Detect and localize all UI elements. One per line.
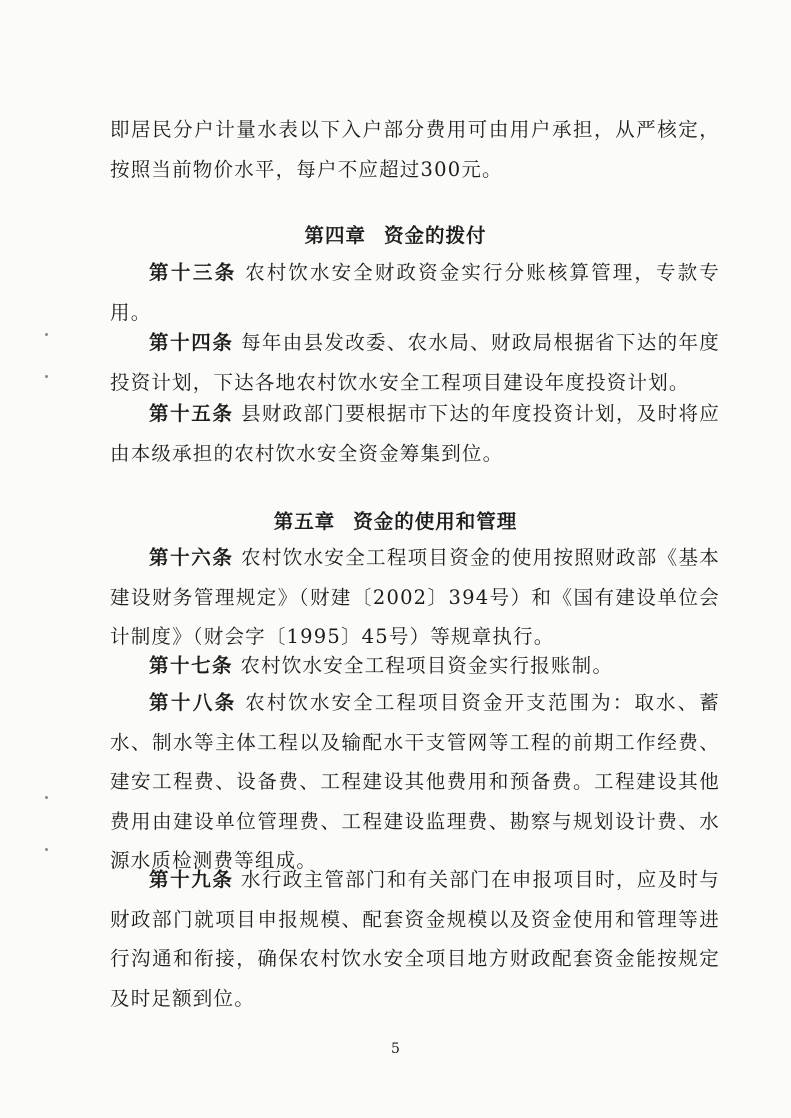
- article-13-label: 第十三条: [149, 261, 237, 284]
- intro-text: 即居民分户计量水表以下入户部分费用可由用户承担，从严核定，按照当前物价水平，每户不应超过300元。: [110, 118, 720, 181]
- article-16-label: 第十六条: [149, 546, 234, 569]
- chapter-5-title: 资金的使用和管理: [353, 510, 518, 533]
- article-19-label: 第十九条: [149, 868, 234, 891]
- article-14: [110, 323, 720, 402]
- article-17: [110, 646, 720, 686]
- chapter-4-heading: [0, 222, 791, 250]
- article-19-text: 水行政主管部门和有关部门在申报项目时，应及时与财政部门就项目申报规模、配套资金规模以及资金使用和管理等进行沟通和衔接，确保农村饮水安全项目地方财政配套资金能按规定及时足额到位。: [110, 868, 720, 1010]
- scan-speck: [45, 848, 48, 851]
- chapter-4-number: 第四章: [304, 224, 366, 247]
- article-19: [110, 860, 720, 1018]
- article-18-text: 农村饮水安全工程项目资金开支范围为：取水、蓄水、制水等主体工程以及输配水干支管网等工程的前期工作经费、建安工程费、设备费、工程建设其他费用和预备费。工程建设其他费用由建设单位管理费、工程建设监理费、勘察与规划设计费、水源水质检测费等组成。: [110, 691, 721, 872]
- article-15-text: 县财政部门要根据市下达的年度投资计划，及时将应由本级承担的农村饮水安全资金筹集到位。: [110, 402, 720, 465]
- article-13: [110, 253, 720, 332]
- article-14-label: 第十四条: [149, 331, 234, 354]
- article-17-text: 农村饮水安全工程项目资金实行报账制。: [240, 654, 614, 677]
- scan-speck: [45, 796, 48, 799]
- scan-speck: [45, 333, 48, 336]
- scan-speck: [45, 375, 48, 378]
- article-15: [110, 394, 720, 473]
- article-16: [110, 538, 720, 657]
- chapter-5-number: 第五章: [273, 510, 336, 533]
- page-number: 5: [391, 1041, 400, 1057]
- article-18-label: 第十八条: [149, 691, 237, 714]
- article-17-label: 第十七条: [149, 654, 234, 677]
- article-14-text: 每年由县发改委、农水局、财政局根据省下达的年度投资计划，下达各地农村饮水安全工程项目建设年度投资计划。: [110, 331, 720, 394]
- intro-paragraph: [110, 110, 720, 189]
- article-13-text: 农村饮水安全财政资金实行分账核算管理，专款专用。: [110, 261, 721, 324]
- article-15-label: 第十五条: [149, 402, 234, 425]
- chapter-4-title: 资金的拨付: [384, 224, 487, 247]
- article-18: [110, 683, 720, 881]
- chapter-5-heading: [0, 508, 791, 536]
- article-16-text: 农村饮水安全工程项目资金的使用按照财政部《基本建设财务管理规定》（财建〔2002〕394号）和《国有建设单位会计制度》（财会字〔1995〕45号）等规章执行。: [110, 546, 720, 648]
